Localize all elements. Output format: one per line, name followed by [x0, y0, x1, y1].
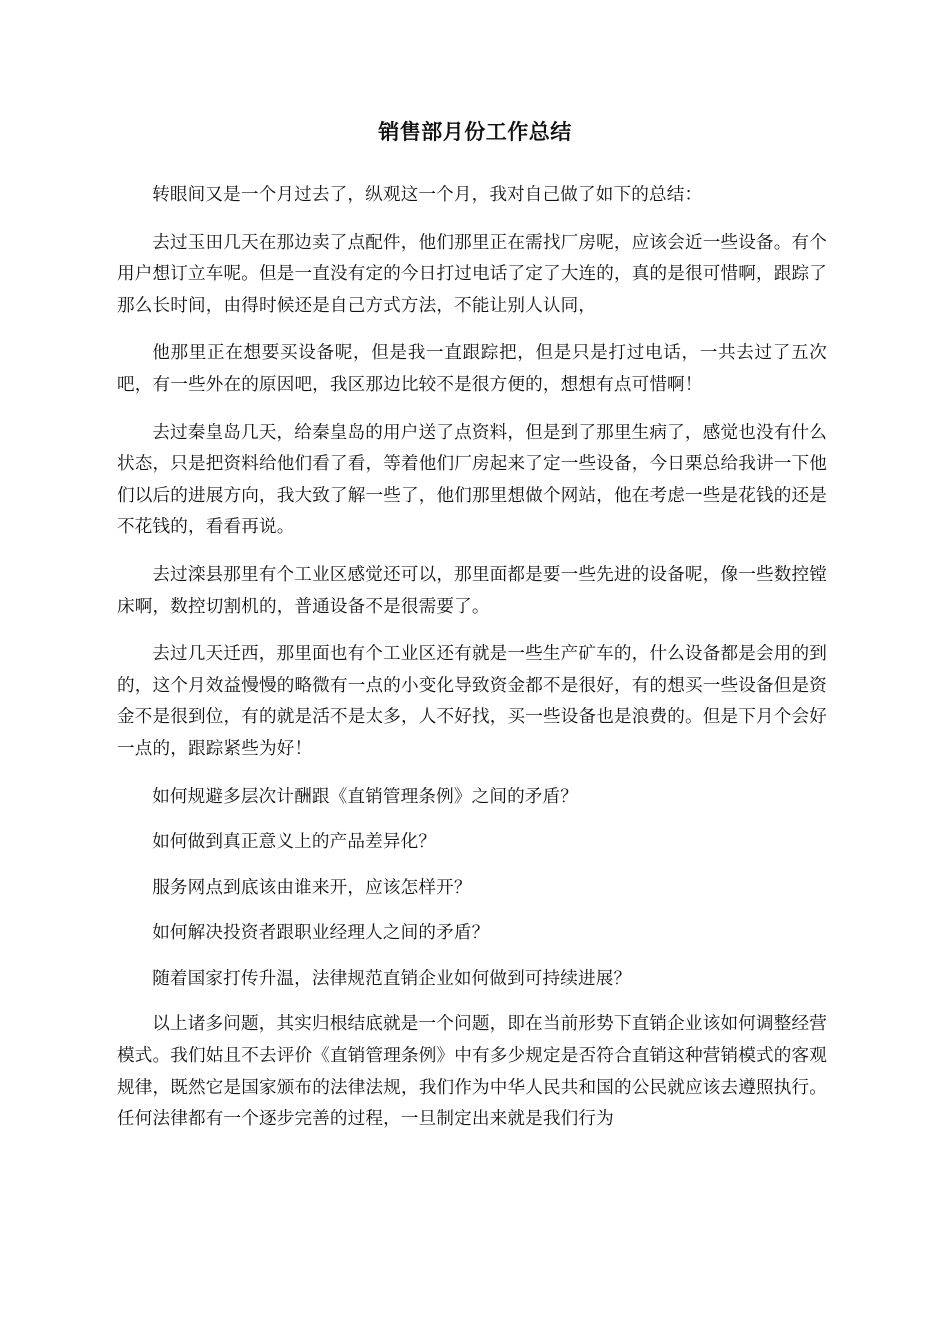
paragraph-yutian: 去过玉田几天在那边卖了点配件，他们那里正在需找厂房呢，应该会近一些设备。有个用户想订立车呢。但是一直没有定的今日打过电话了定了大连的，真的是很可惜啊，跟踪了那么长时间，由得时候还是自己方式方法，不能让别人认同，	[117, 232, 827, 316]
paragraph-luanxian: 去过滦县那里有个工业区感觉还可以，那里面都是要一些先进的设备呢，像一些数控镗床啊，数控切割机的，普通设备不是很需要了。	[117, 564, 827, 617]
document-body	[117, 180, 827, 1152]
paragraph-qinhuangdao: 去过秦皇岛几天，给秦皇岛的用户送了点资料，但是到了那里生病了，感觉也没有什么状态，只是把资料给他们看了看，等着他们厂房起来了定一些设备，今日栗总给我讲一下他们以后的进展方向，我大致了解一些了，他们那里想做个网站，他在考虑一些是花钱的还是不花钱的，看看再说。	[117, 422, 827, 538]
paragraph-customer-followup: 他那里正在想要买设备呢，但是我一直跟踪把，但是只是打过电话，一共去过了五次吧，有一些外在的原因吧，我区那边比较不是很方便的，想想有点可惜啊！	[117, 343, 827, 395]
document-title: 销售部月份工作总结	[378, 119, 572, 144]
question-sustainable-development: 随着国家打传升温，法律规范直销企业如何做到可持续进展？	[152, 968, 632, 989]
paragraph-qianxi: 去过几天迁西，那里面也有个工业区还有就是一些生产矿车的，什么设备都是会用的到的，这个月效益慢慢的略微有一点的小变化导致资金都不是很好，有的想买一些设备但是资金不是很到位，有的就是活不是太多，人不好找，买一些设备也是浪费的。但是下月个会好一点的，跟踪紧些为好！	[117, 644, 827, 759]
paragraph-intro: 转眼间又是一个月过去了，纵观这一个月，我对自己做了如下的总结：	[152, 185, 703, 205]
question-multilevel-compensation: 如何规避多层次计酬跟《直销管理条例》之间的矛盾？	[152, 786, 579, 807]
question-investor-manager-conflict: 如何解决投资者跟职业经理人之间的矛盾？	[152, 923, 490, 944]
question-product-differentiation: 如何做到真正意义上的产品差异化？	[152, 832, 437, 853]
paragraph-conclusion: 以上诸多问题，其实归根结底就是一个问题，即在当前形势下直销企业该如何调整经营模式。我们姑且不去评价《直销管理条例》中有多少规定是否符合直销这种营销模式的客观规律，既然它是国家颁布的法律法规，我们作为中华人民共和国的公民就应该去遵照执行。任何法律都有一个逐步完善的过程，一旦制定出来就是我们行为	[117, 1014, 827, 1130]
question-service-outlets: 服务网点到底该由谁来开，应该怎样开？	[152, 877, 472, 898]
